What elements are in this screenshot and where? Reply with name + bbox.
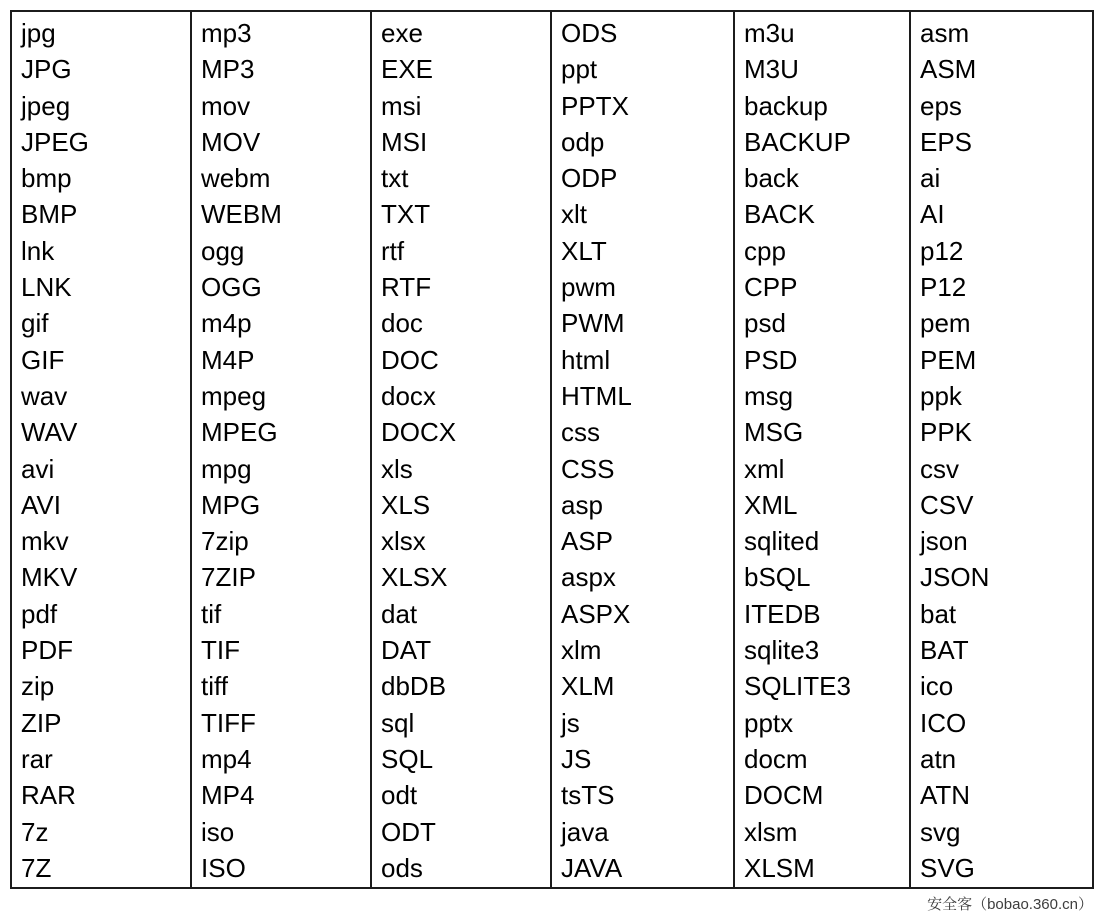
extension-cell: PWM [561,308,625,339]
extension-cell: exe [381,18,423,48]
extension-cell: ico [920,671,954,702]
extension-cell: mpg [201,453,252,484]
extension-cell: ICO [920,707,967,738]
extension-cell: GIF [21,344,65,375]
extension-column-1 [12,12,190,887]
extension-cell: WAV [21,417,78,448]
extension-cell: XLT [561,235,607,266]
extension-cell: WEBM [201,199,282,230]
extension-cell: back [744,163,799,194]
extension-cell: p12 [920,235,964,266]
extension-cell: tif [201,598,222,629]
extension-cell: ZIP [21,707,62,738]
extension-cell: MSI [381,126,428,157]
extension-cell: ppk [920,380,962,411]
extension-cell: M3U [744,54,799,85]
extension-cell: odp [561,126,605,157]
extension-cell: bat [920,598,957,629]
extension-cell: xlt [561,199,587,230]
extension-cell: html [561,344,611,375]
extension-column-2 [190,12,370,887]
extension-cell: docx [381,380,436,411]
extension-cell: BAT [920,635,969,666]
extension-cell: jpg [21,18,56,48]
extension-cell: dat [381,598,418,629]
extension-cell: sqlited [744,526,820,557]
extension-cell: SVG [920,852,975,883]
extension-cell: AVI [21,489,61,520]
extension-cell: wav [21,380,68,411]
extension-cell: csv [920,453,959,484]
extension-cell: ODP [561,163,618,194]
extension-cell: sql [381,707,415,738]
extension-cell: 7zip [201,526,249,557]
extension-cell: XML [744,489,798,520]
extension-cell: mkv [21,526,69,557]
extension-cell: MPG [201,489,261,520]
extension-cell: EPS [920,126,973,157]
extension-column-5 [733,12,909,887]
extension-cell: ai [920,163,941,194]
extension-cell: rtf [381,235,405,266]
extension-cell: xls [381,453,413,484]
extension-cell: txt [381,163,409,194]
extension-cell: css [561,417,600,448]
extension-cell: asm [920,18,970,48]
extension-cell: ISO [201,852,246,883]
extension-cell: mpeg [201,380,267,411]
extension-cell: XLSX [381,562,448,593]
extension-cell: m3u [744,18,795,48]
extension-cell: CPP [744,272,798,303]
extension-cell: BACKUP [744,126,851,157]
file-extension-table [10,10,1094,889]
extension-cell: gif [21,308,49,339]
extension-cell: pwm [561,272,616,303]
extension-cell: aspx [561,562,616,593]
extension-cell: ASM [920,54,977,85]
extension-cell: 7z [21,816,49,847]
extension-cell: xlsm [744,816,798,847]
extension-cell: tsTS [561,780,615,811]
extension-cell: MP4 [201,780,255,811]
extension-cell: ogg [201,235,245,266]
extension-cell: DOCM [744,780,824,811]
extension-cell: zip [21,671,55,702]
extension-cell: TIF [201,635,240,666]
extension-cell: pem [920,308,971,339]
extension-cell: JS [561,743,592,774]
extension-cell: mp4 [201,743,252,774]
extension-cell: M4P [201,344,255,375]
extension-cell: pptx [744,707,794,738]
extension-cell: TXT [381,199,431,230]
extension-cell: ods [381,852,423,883]
extension-cell: JPG [21,54,72,85]
extension-cell: MP3 [201,54,255,85]
extension-cell: docm [744,743,808,774]
extension-cell: pdf [21,598,58,629]
extension-cell: OGG [201,272,262,303]
extension-column-3 [370,12,550,887]
extension-cell: 7ZIP [201,562,256,593]
extension-cell: ASPX [561,598,631,629]
extension-cell: ODS [561,18,618,48]
extension-cell: json [920,526,968,557]
extension-cell: rar [21,743,53,774]
extension-column-4 [550,12,733,887]
extension-cell: ATN [920,780,971,811]
extension-cell: PDF [21,635,73,666]
extension-cell: lnk [21,235,55,266]
extension-cell: DOC [381,344,439,375]
extension-cell: DAT [381,635,432,666]
extension-cell: BACK [744,199,815,230]
extension-cell: EXE [381,54,434,85]
extension-cell: atn [920,743,957,774]
extension-cell: ppt [561,54,598,85]
extension-cell: xlsx [381,526,426,557]
extension-cell: xlm [561,635,602,666]
extension-cell: MKV [21,562,78,593]
extension-cell: PEM [920,344,977,375]
extension-cell: odt [381,780,418,811]
extension-cell: js [561,707,580,738]
extension-cell: PSD [744,344,798,375]
extension-cell: webm [201,163,271,194]
extension-cell: ODT [381,816,436,847]
extension-cell: AI [920,199,945,230]
extension-cell: P12 [920,272,967,303]
extension-cell: cpp [744,235,786,266]
extension-cell: JSON [920,562,990,593]
extension-cell: JAVA [561,852,623,883]
extension-cell: HTML [561,380,632,411]
extension-cell: MPEG [201,417,278,448]
extension-cell: TIFF [201,707,256,738]
extension-cell: mp3 [201,18,252,48]
watermark-text: 安全客（bobao.360.cn） [927,896,1093,913]
extension-cell: JPEG [21,126,89,157]
extension-cell: RTF [381,272,432,303]
extension-cell: mov [201,90,251,121]
extension-cell: tiff [201,671,228,702]
extension-cell: SQLITE3 [744,671,851,702]
extension-cell: psd [744,308,786,339]
extension-cell: dbDB [381,671,447,702]
extension-cell: PPK [920,417,973,448]
extension-cell: sqlite3 [744,635,820,666]
extension-cell: xml [744,453,785,484]
extension-cell: LNK [21,272,72,303]
extension-cell: ITEDB [744,598,821,629]
extension-cell: asp [561,489,603,520]
extension-cell: svg [920,816,961,847]
extension-cell: msg [744,380,794,411]
extension-cell: msi [381,90,422,121]
extension-cell: RAR [21,780,76,811]
extension-cell: ASP [561,526,614,557]
extension-cell: jpeg [21,90,71,121]
extension-cell: DOCX [381,417,457,448]
extension-cell: doc [381,308,423,339]
extension-cell: m4p [201,308,252,339]
extension-cell: XLM [561,671,615,702]
extension-cell: PPTX [561,90,629,121]
extension-cell: bmp [21,163,72,194]
extension-cell: 7Z [21,852,52,883]
extension-cell: CSS [561,453,615,484]
extension-cell: MSG [744,417,804,448]
extension-cell: XLSM [744,852,815,883]
extension-cell: CSV [920,489,974,520]
extension-cell: XLS [381,489,431,520]
extension-cell: MOV [201,126,261,157]
extension-cell: avi [21,453,55,484]
extension-cell: eps [920,90,962,121]
extension-cell: java [561,816,609,847]
extension-cell: backup [744,90,828,121]
extension-cell: SQL [381,743,434,774]
extension-cell: BMP [21,199,78,230]
extension-cell: bSQL [744,562,811,593]
extension-column-6 [909,12,1092,887]
extension-cell: iso [201,816,235,847]
